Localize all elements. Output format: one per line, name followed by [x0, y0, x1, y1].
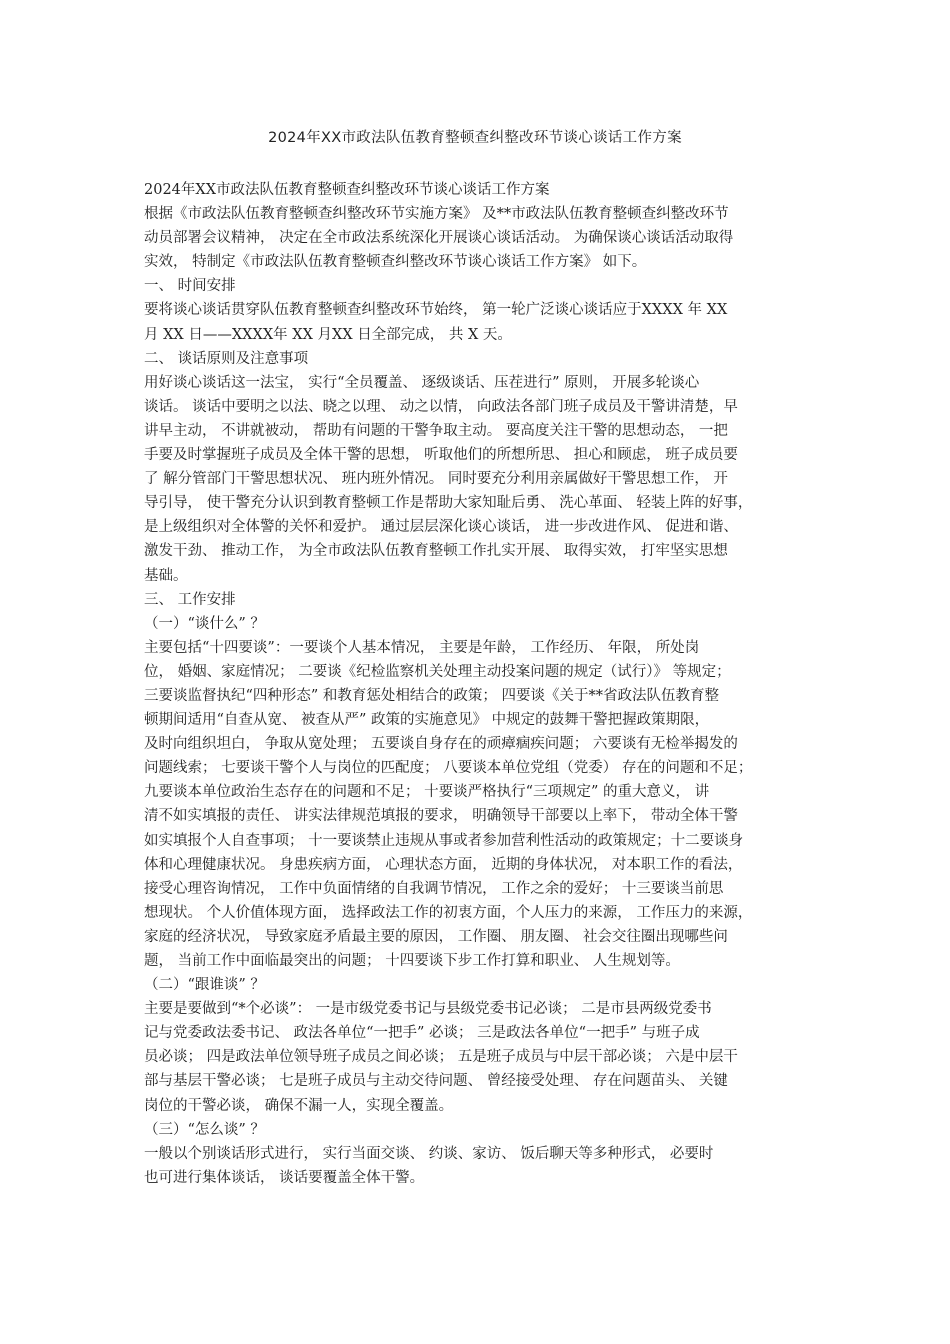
body-line: 如实填报个人自查事项； 十一要谈禁止违规从事或者参加营利性活动的政策规定；十二要谈身: [144, 832, 744, 849]
body-line: 部与基层干警必谈； 七是班子成员与主动交待问题、 曾经接受处理、 存在问题苗头、 关键: [144, 1073, 728, 1090]
body-line: （三）“怎么谈” ？: [144, 1121, 265, 1138]
body-line: 基础。: [144, 567, 188, 584]
body-line: 位， 婚姻、家庭情况； 二要谈《纪检监察机关处理主动投案问题的规定（试行）》 等规定；: [144, 663, 731, 680]
body-line: 接受心理咨询情况， 工作中负面情绪的自我调节情况， 工作之余的爱好； 十三要谈当前思: [144, 880, 724, 897]
body-line: 清不如实填报的责任、 讲实法律规范填报的要求， 明确领导干部要以上率下， 带动全体干警: [144, 808, 738, 825]
body-line: 员必谈； 四是政法单位领导班子成员之间必谈； 五是班子成员与中层干部必谈； 六是中层干: [144, 1049, 738, 1066]
body-line: 激发干劲、 推动工作， 为全市政法队伍教育整顿工作扎实开展、 取得实效， 打牢坚实思想: [144, 543, 728, 560]
body-line: 谈话。 谈话中要明之以法、晓之以理、 动之以情， 向政法各部门班子成员及干警讲清楚，早: [144, 398, 738, 415]
body-line: 家庭的经济状况， 导致家庭矛盾最主要的原因， 工作圈、 朋友圈、 社会交往圈出现哪些问: [144, 928, 728, 945]
body-line: 一般以个别谈话形式进行， 实行当面交谈、 约谈、家访、 饭后聊天等多种形式， 必要时: [144, 1145, 714, 1162]
body-line: （二）“跟谁谈” ？: [144, 977, 265, 994]
body-line: 根据《市政法队伍教育整顿查纠整改环节实施方案》 及**市政法队伍教育整顿查纠整改环节: [144, 206, 729, 223]
body-line: 主要包括“十四要谈”：一要谈个人基本情况， 主要是年龄， 工作经历、 年限， 所处岗: [144, 639, 700, 656]
body-line: 主要是要做到“*个必谈”： 一是市级党委书记与县级党委书记必谈； 二是市县两级党委书: [144, 1001, 712, 1018]
body-line: 顿期间适用“自查从宽、 被查从严” 政策的实施意见》 中规定的鼓舞干警把握政策期限，: [144, 712, 710, 729]
body-line: 动员部署会议精神， 决定在全市政法系统深化开展谈心谈话活动。 为确保谈心谈话活动取得: [144, 230, 734, 247]
body-line: 了 解分管部门干警思想状况、 班内班外情况。 同时要充分利用亲属做好干警思想工作， 开: [144, 471, 728, 488]
body-line: 九要谈本单位政治生态存在的问题和不足； 十要谈严格执行“三项规定” 的重大意义， 讲: [144, 784, 710, 801]
document-title: 2024年XX市政法队伍教育整顿查纠整改环节谈心谈话工作方案: [268, 130, 682, 146]
body-line: 手要及时掌握班子成员及全体干警的思想， 听取他们的所想所思、 担心和顾虑， 班子成员要: [144, 447, 738, 464]
body-line: 岗位的干警必谈， 确保不漏一人，实现全覆盖。: [144, 1097, 454, 1114]
body-line: 二、 谈话原则及注意事项: [144, 350, 309, 367]
body-line: 体和心理健康状况。 身患疾病方面， 心理状态方面， 近期的身体状况， 对本职工作的看法，: [144, 856, 743, 873]
body-line: 2024年XX市政法队伍教育整顿查纠整改环节谈心谈话工作方案: [144, 182, 550, 198]
body-line: 一、 时间安排: [144, 278, 236, 295]
body-line: 实效， 特制定《市政法队伍教育整顿查纠整改环节谈心谈话工作方案》 如下。: [144, 254, 647, 271]
body-line: 题， 当前工作中面临最突出的问题； 十四要谈下步工作打算和职业、 人生规划等。: [144, 953, 680, 969]
body-line: 要将谈心谈话贯穿队伍教育整顿查纠整改环节始终， 第一轮广泛谈心谈话应于XXXX 年 XX: [144, 302, 728, 319]
body-line: 三、 工作安排: [144, 591, 236, 608]
body-line: 也可进行集体谈话， 谈话要覆盖全体干警。: [144, 1169, 425, 1186]
body-line: 是上级组织对全体警的关怀和爱护。 通过层层深化谈心谈话， 进一步改进作风、 促进和谐、: [144, 519, 738, 536]
body-line: 月 XX 日——XXXX年 XX 月XX 日全部完成， 共 X 天。: [144, 326, 512, 343]
body-line: 想现状。 个人价值体现方面， 选择政法工作的初衷方面，个人压力的来源， 工作压力的来源，: [144, 904, 753, 921]
body-line: 记与党委政法委书记、 政法各单位“一把手” 必谈； 三是政法各单位“一把手” 与班子成: [144, 1025, 700, 1042]
body-line: 问题线索； 七要谈干警个人与岗位的匹配度； 八要谈本单位党组（党委） 存在的问题和不足；: [144, 760, 753, 777]
body-line: 用好谈心谈话这一法宝， 实行“全员覆盖、 逐级谈话、压茬进行” 原则， 开展多轮谈心: [144, 374, 700, 391]
document-body: [144, 178, 810, 1190]
body-line: 及时向组织坦白， 争取从宽处理； 五要谈自身存在的顽瘴痼疾问题； 六要谈有无检举揭发的: [144, 736, 738, 753]
body-line: 导引导， 使干警充分认识到教育整顿工作是帮助大家知耻后勇、 洗心革面、 轻装上阵的好事，: [144, 495, 753, 512]
body-line: （一）“谈什么” ？: [144, 615, 265, 632]
body-line: 三要谈监督执纪“四种形态” 和教育惩处相结合的政策； 四要谈《关于**省政法队伍教育整: [144, 687, 720, 704]
body-line: 讲早主动， 不讲就被动， 帮助有问题的干警争取主动。 要高度关注干警的思想动态， 一把: [144, 422, 728, 439]
